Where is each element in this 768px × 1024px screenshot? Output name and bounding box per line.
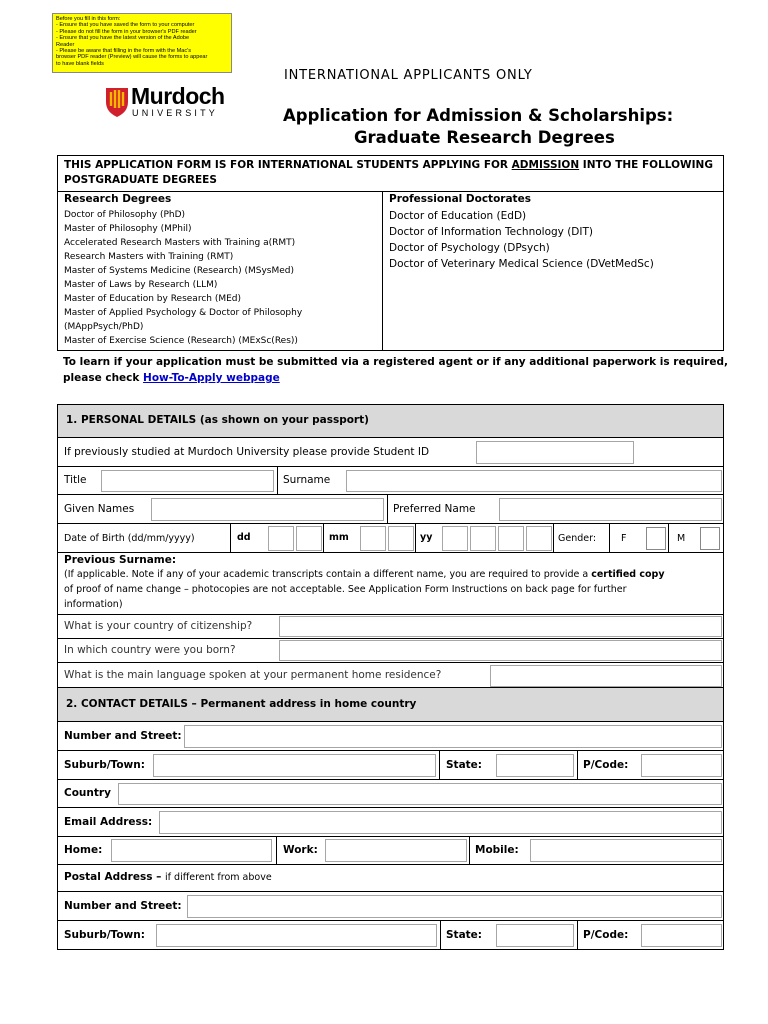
dob-year-4[interactable]: [526, 526, 552, 551]
list-item: Master of Education by Research (MEd): [64, 294, 242, 304]
divider: [323, 524, 324, 553]
citizenship-input[interactable]: [279, 616, 722, 637]
language-input[interactable]: [490, 665, 722, 687]
professional-doctorates-list: [389, 208, 654, 272]
email-row: [57, 807, 724, 837]
email-label: Email Address:: [64, 816, 153, 828]
postal-street-row: [57, 891, 724, 921]
postal-state-input[interactable]: [496, 924, 574, 947]
postcode-label: P/Code:: [583, 929, 629, 941]
page-title: Application for Admission & Scholarships:: [283, 106, 674, 125]
address-row: [57, 721, 724, 751]
list-item: Doctor of Information Technology (DIT): [389, 226, 593, 238]
postal-number-street-input[interactable]: [187, 895, 722, 918]
gender-f-label: F: [621, 533, 627, 544]
surname-input[interactable]: [346, 470, 722, 492]
title-input[interactable]: [101, 470, 274, 492]
previous-surname-row: [57, 552, 724, 615]
dob-month-2[interactable]: [388, 526, 414, 551]
agent-note-line2: please check How-To-Apply webpage: [63, 372, 280, 384]
student-id-label: If previously studied at Murdoch University please provide Student ID: [64, 446, 430, 458]
country-row: [57, 779, 724, 808]
dob-year-3[interactable]: [498, 526, 524, 551]
previous-surname-note-3: information): [64, 599, 123, 610]
divider: [439, 751, 440, 780]
note-line: - Please do not fill the form in your browser's PDF reader: [56, 28, 197, 35]
title-surname-row: [57, 466, 724, 495]
section-title: 2. CONTACT DETAILS – Permanent address in home country: [66, 698, 417, 710]
phone-row: [57, 836, 724, 865]
note-line: to have blank fields: [56, 60, 104, 67]
note-line: browser PDF reader (Preview) will cause the forms to appear: [56, 54, 208, 61]
suburb-label: Suburb/Town:: [64, 929, 145, 941]
state-input[interactable]: [496, 754, 574, 777]
divider: [277, 467, 278, 495]
list-item: Research Masters with Training (RMT): [64, 252, 234, 262]
research-degrees-list: [64, 208, 302, 348]
student-id-input[interactable]: [476, 441, 634, 464]
note-line: Before you fill in this form:: [56, 16, 121, 22]
gender-m-checkbox[interactable]: [700, 527, 720, 550]
list-item: Master of Exercise Science (Research) (MExSc(Res)): [64, 336, 298, 346]
divider: [577, 751, 578, 780]
postal-suburb-input[interactable]: [156, 924, 437, 947]
divider: [668, 524, 669, 553]
list-item: (MAppPsych/PhD): [64, 322, 144, 332]
research-degrees-cell: [57, 191, 383, 351]
previous-surname-label: Previous Surname:: [64, 554, 177, 566]
suburb-row: [57, 750, 724, 780]
dob-yy-label: yy: [420, 532, 433, 543]
dob-day-2[interactable]: [296, 526, 322, 551]
previous-surname-note-2: of proof of name change – photocopies are not acceptable. See Application Form Instructions on back page for further: [64, 584, 627, 595]
preferred-name-input[interactable]: [499, 498, 722, 521]
surname-label: Surname: [283, 474, 331, 486]
country-label: Country: [64, 787, 111, 799]
divider: [387, 495, 388, 524]
birth-country-input[interactable]: [279, 640, 722, 661]
logo-name: Murdoch: [131, 83, 225, 109]
note-line: - Ensure that you have saved the form to your computer: [56, 22, 195, 29]
postal-suburb-row: [57, 920, 724, 950]
divider: [553, 524, 554, 553]
list-item: Doctor of Philosophy (PhD): [64, 210, 186, 220]
birth-country-label: In which country were you born?: [64, 644, 236, 656]
gender-f-checkbox[interactable]: [646, 527, 666, 550]
country-input[interactable]: [118, 783, 722, 805]
number-street-input[interactable]: [184, 725, 722, 748]
postcode-input[interactable]: [641, 754, 722, 777]
agent-note: To learn if your application must be submitted via a registered agent or if any additional paperwork is required,: [63, 356, 728, 368]
postal-postcode-input[interactable]: [641, 924, 722, 947]
research-degrees-heading: Research Degrees: [64, 193, 172, 205]
dob-month-1[interactable]: [360, 526, 386, 551]
list-item: Master of Laws by Research (LLM): [64, 280, 218, 290]
names-row: [57, 494, 724, 524]
dob-gender-row: [57, 523, 724, 553]
list-item: Master of Systems Medicine (Research) (MSysMed): [64, 266, 295, 276]
state-label: State:: [446, 929, 483, 941]
suburb-input[interactable]: [153, 754, 436, 777]
list-item: Doctor of Psychology (DPsych): [389, 242, 550, 254]
birth-country-row: [57, 638, 724, 663]
contact-details-heading: [57, 687, 724, 722]
divider: [230, 524, 231, 553]
number-street-label: Number and Street:: [64, 900, 182, 912]
section-title: 1. PERSONAL DETAILS (as shown on your passport): [66, 414, 369, 426]
professional-doctorates-cell: [382, 191, 724, 351]
student-id-row: [57, 437, 724, 467]
logo-subtitle: UNIVERSITY: [132, 108, 219, 118]
citizenship-label: What is your country of citizenship?: [64, 620, 253, 632]
preferred-name-label: Preferred Name: [393, 503, 476, 515]
eligibility-text: THIS APPLICATION FORM IS FOR INTERNATIONAL STUDENTS APPLYING FOR ADMISSION INTO THE FOLLOWING: [64, 159, 713, 171]
dob-year-2[interactable]: [470, 526, 496, 551]
applicants-label: INTERNATIONAL APPLICANTS ONLY: [284, 68, 533, 83]
gender-label: Gender:: [558, 533, 597, 544]
how-to-apply-link[interactable]: How-To-Apply webpage: [143, 372, 280, 384]
number-street-label: Number and Street:: [64, 730, 182, 742]
language-label: What is the main language spoken at your permanent home residence?: [64, 669, 442, 681]
work-phone-input[interactable]: [325, 839, 467, 862]
dob-day-1[interactable]: [268, 526, 294, 551]
suburb-label: Suburb/Town:: [64, 759, 145, 771]
gender-m-label: M: [677, 533, 686, 544]
email-input[interactable]: [159, 811, 722, 834]
divider: [469, 837, 470, 865]
divider: [440, 921, 441, 950]
postal-address-label: Postal Address – if different from above: [64, 871, 272, 883]
state-label: State:: [446, 759, 483, 771]
given-names-label: Given Names: [64, 503, 135, 515]
list-item: Doctor of Veterinary Medical Science (DVetMedSc): [389, 258, 654, 270]
list-item: Master of Applied Psychology & Doctor of Philosophy: [64, 308, 303, 318]
language-row: [57, 662, 724, 688]
postal-address-heading: [57, 864, 724, 892]
home-phone-input[interactable]: [111, 839, 272, 862]
postcode-label: P/Code:: [583, 759, 629, 771]
personal-details-heading: [57, 404, 724, 438]
divider: [609, 524, 610, 553]
mobile-phone-input[interactable]: [530, 839, 722, 862]
dob-label: Date of Birth (dd/mm/yyyy): [64, 533, 195, 544]
list-item: Master of Philosophy (MPhil): [64, 224, 192, 234]
divider: [577, 921, 578, 950]
list-item: Doctor of Education (EdD): [389, 210, 527, 222]
citizenship-row: [57, 614, 724, 639]
note-line: - Ensure that you have the latest version of the Adobe: [56, 35, 190, 42]
professional-doctorates-heading: Professional Doctorates: [389, 193, 531, 205]
title-label: Title: [64, 474, 87, 486]
dob-year-1[interactable]: [442, 526, 468, 551]
divider: [415, 524, 416, 553]
previous-surname-note: (If applicable. Note if any of your academic transcripts contain a different name, you are required to provide a certified copy: [64, 569, 665, 580]
home-phone-label: Home:: [64, 844, 103, 856]
page-subtitle: Graduate Research Degrees: [354, 128, 615, 147]
dob-dd-label: dd: [237, 532, 251, 543]
divider: [276, 837, 277, 865]
eligibility-header: [57, 155, 724, 192]
work-phone-label: Work:: [283, 844, 318, 856]
instructions-note: [52, 13, 232, 73]
given-names-input[interactable]: [151, 498, 384, 521]
note-line: Reader: [56, 41, 75, 48]
eligibility-text-2: POSTGRADUATE DEGREES: [64, 174, 217, 186]
list-item: Accelerated Research Masters with Training a(RMT): [64, 238, 296, 248]
note-line: - Please be aware that filling in the form with the Mac's: [56, 48, 192, 55]
mobile-phone-label: Mobile:: [475, 844, 519, 856]
dob-mm-label: mm: [329, 532, 349, 543]
murdoch-crest-icon: [104, 84, 130, 118]
